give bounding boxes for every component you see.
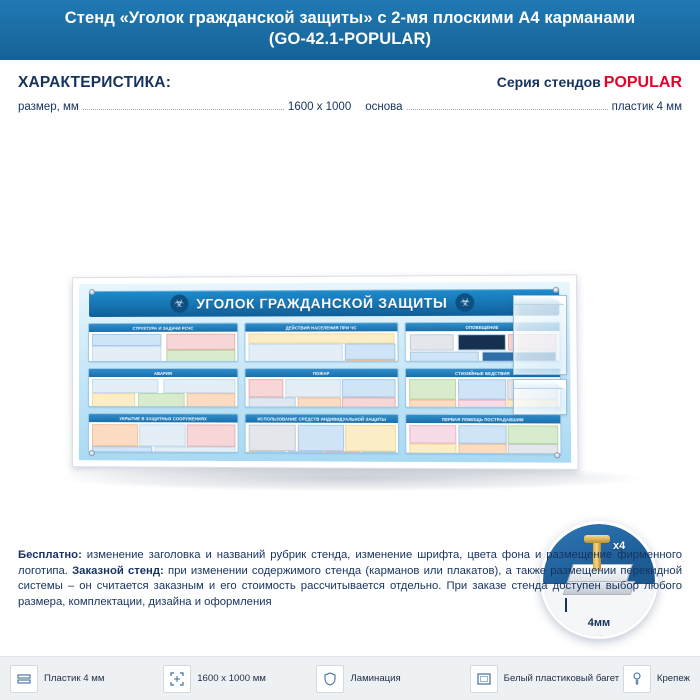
mount-hole (89, 450, 95, 456)
poster-body (247, 424, 397, 452)
thickness-label: 4мм (587, 617, 611, 629)
header-title-line2: (GO-42.1-POPULAR) (268, 30, 432, 48)
poster-grid (88, 322, 562, 455)
page-header (0, 0, 700, 60)
poster-body (407, 424, 560, 452)
mount-count-label: х4 (613, 540, 626, 552)
poster-body (90, 423, 237, 451)
characteristics-values-row (18, 101, 682, 113)
screw-icon (623, 665, 651, 693)
poster-body (90, 378, 237, 405)
footer-label-lamination: Ламинация (350, 673, 401, 684)
resize-icon (163, 665, 191, 693)
poster-heading: ПЕРВАЯ ПОМОЩЬ ПОСТРАДАВШИМ (406, 415, 560, 424)
spec-value-base: пластик 4 мм (611, 101, 682, 113)
dot-leader-2 (407, 108, 608, 110)
poster-heading: СТИХИЙНЫЕ БЕДСТВИЯ (406, 369, 560, 377)
free-text: изменение заголовка и названий рубрик стенда, изменение шрифта, цвета фона и размещение фирменного логотипа. (18, 549, 682, 577)
poster-cell (245, 413, 399, 453)
board-title: УГОЛОК ГРАЖДАНСКОЙ ЗАЩИТЫ (196, 294, 448, 312)
custom-text: при изменении содержимого стенда (карманов или плакатов), а также размещении перекидной системы – он считается заказным и его стоимость рассчитывается отдельно. При заказе стенда доступен выбор любого размера, комплектации, дизайна и оформления (18, 564, 682, 608)
board-frame (72, 274, 579, 470)
footer-label-size: 1600 x 1000 мм (197, 673, 266, 684)
poster-heading: ОПОВЕЩЕНИЕ (405, 323, 559, 332)
a4-pocket-2 (513, 379, 567, 415)
mount-hole (89, 289, 95, 295)
civil-defense-icon: ☣ (170, 295, 188, 313)
feature-footer (0, 656, 700, 700)
spec-label-base: основа (365, 101, 403, 113)
poster-heading: ИСПОЛЬЗОВАНИЕ СРЕДСТВ ИНДИВИДУАЛЬНОЙ ЗАЩИТЫ (246, 414, 398, 423)
footer-label-frame: Белый пластиковый багет (503, 673, 620, 684)
civil-defense-icon-2: ☣ (456, 293, 475, 311)
shield-icon (316, 665, 344, 693)
free-label: Бесплатно: (18, 549, 82, 561)
poster-heading: УКРЫТИЕ В ЗАЩИТНЫХ СООРУЖЕНИЯХ (89, 414, 238, 422)
poster-heading: ДЕЙСТВИЯ НАСЕЛЕНИЯ ПРИ ЧС (246, 323, 397, 331)
footer-item-frame (470, 665, 623, 693)
series-label: Серия стендов (496, 74, 601, 90)
board-title-banner (89, 289, 559, 317)
spec-label-size: размер, мм (18, 101, 79, 113)
poster-cell (405, 414, 562, 455)
screw-head-icon (584, 535, 610, 543)
poster-body (90, 333, 237, 360)
footer-label-mounting: Крепеж (656, 673, 690, 684)
poster-heading: ПОЖАР (246, 369, 397, 377)
a4-pocket-1 (513, 295, 567, 375)
characteristics-top-row (18, 74, 682, 92)
spec-value-size: 1600 х 1000 (287, 101, 352, 113)
poster-cell (245, 322, 399, 362)
series-value: POPULAR (603, 74, 682, 91)
board-surface (79, 282, 571, 463)
series-block (497, 74, 682, 92)
footer-item-lamination (316, 665, 469, 693)
mount-hole (553, 287, 559, 293)
poster-cell (245, 368, 399, 408)
poster-heading: АВАРИЯ (89, 369, 238, 377)
poster-cell (88, 323, 239, 362)
characteristics-title: ХАРАКТЕРИСТИКА: (18, 74, 172, 91)
poster-cell (88, 413, 239, 453)
footer-item-mounting (623, 665, 690, 693)
mount-hole (554, 452, 560, 458)
layers-icon (10, 665, 38, 693)
footer-label-plastic: Пластик 4 мм (44, 673, 105, 684)
information-board (72, 277, 564, 467)
custom-label: Заказной стенд: (72, 564, 164, 577)
header-title-line1: Стенд «Уголок гражданской защиты» с 2-мя плоскими А4 карманами (64, 9, 636, 27)
poster-cell (88, 368, 239, 407)
poster-heading: СТРУКТУРА И ЗАДАЧИ РСЧС (89, 324, 238, 332)
footer-item-plastic (10, 665, 163, 693)
dot-leader (83, 108, 284, 110)
frame-icon (470, 665, 498, 693)
description-block (0, 548, 700, 610)
poster-body (247, 332, 396, 360)
poster-body (247, 378, 397, 406)
characteristics-block (0, 60, 700, 117)
footer-item-size (163, 665, 316, 693)
